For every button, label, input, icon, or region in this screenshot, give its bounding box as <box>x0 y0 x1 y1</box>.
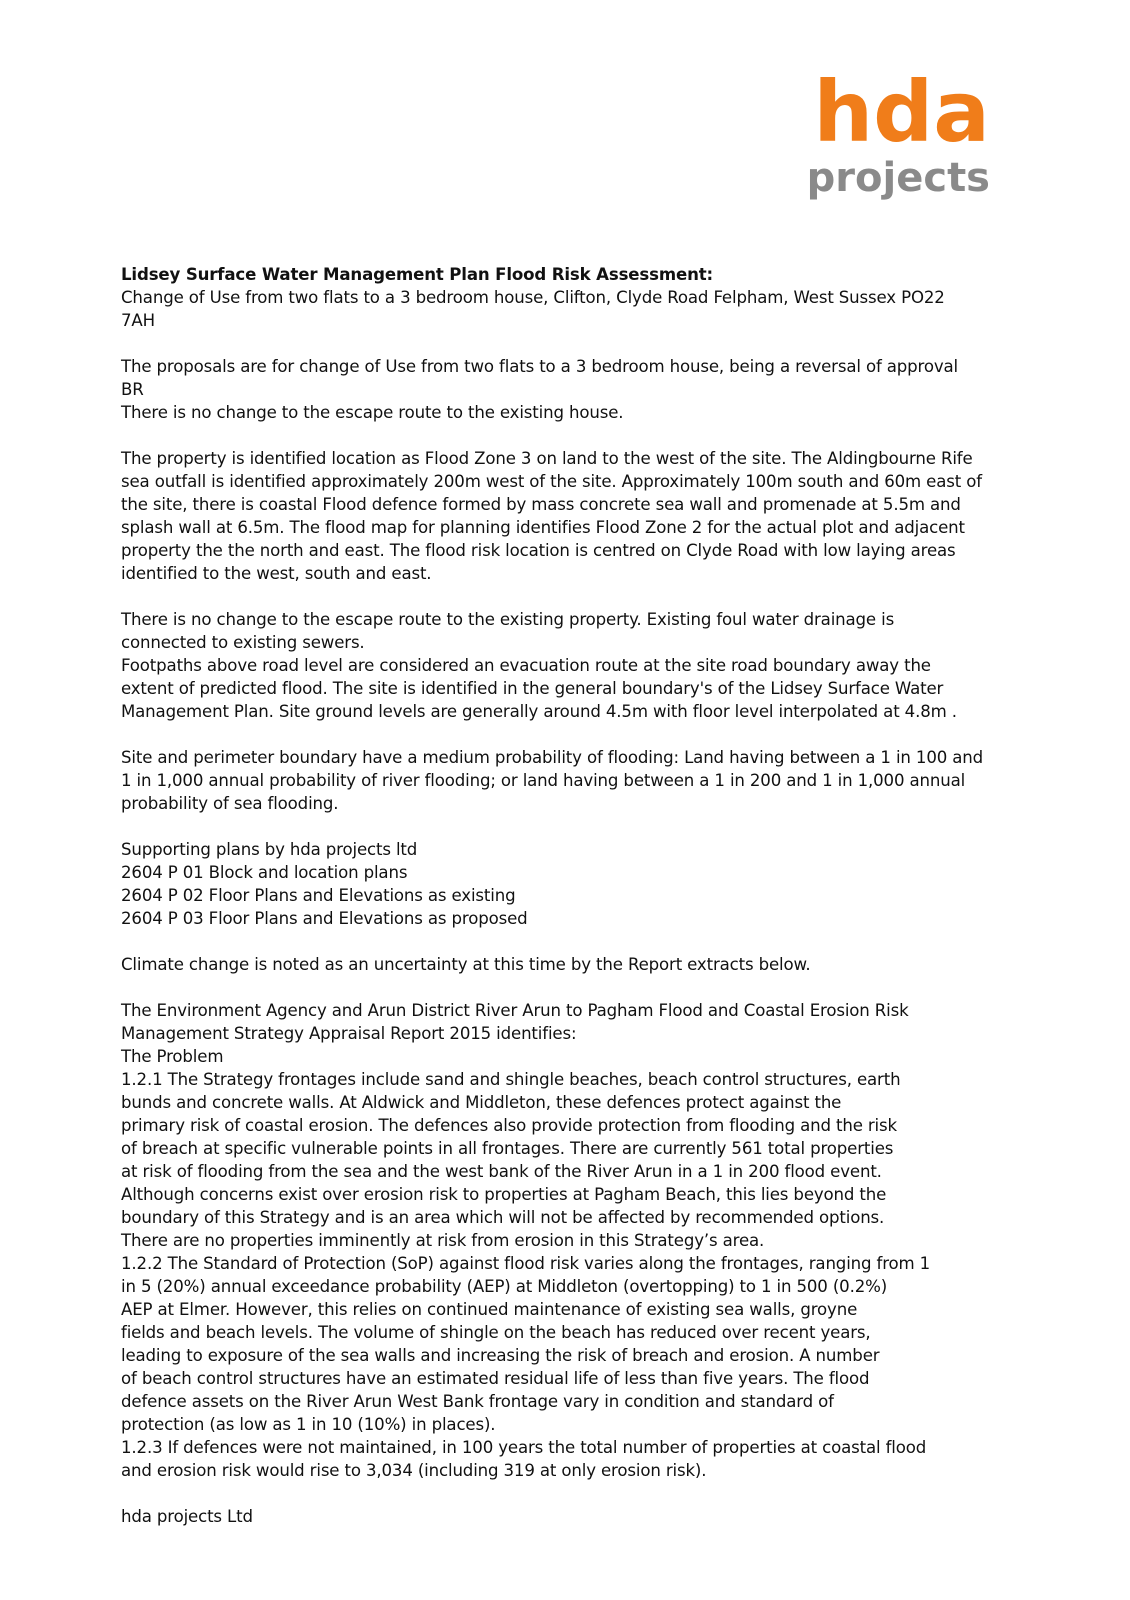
text-line: The proposals are for change of Use from two flats to a 3 bedroom house, being a reversal of approval <box>121 357 959 376</box>
text-line: 2604 P 02 Floor Plans and Elevations as existing <box>121 886 516 905</box>
text-line: There are no properties imminently at risk from erosion in this Strategy’s area. <box>121 1231 765 1250</box>
body-text <box>121 286 1021 1528</box>
text-line: primary risk of coastal erosion. The defences also provide protection from flooding and the risk <box>121 1116 897 1135</box>
text-line: Change of Use from two flats to a 3 bedroom house, Clifton, Clyde Road Felpham, West Sussex PO22 <box>121 288 945 307</box>
document-body <box>121 263 1021 1528</box>
text-line: Although concerns exist over erosion risk to properties at Pagham Beach, this lies beyond the <box>121 1185 887 1204</box>
text-line: AEP at Elmer. However, this relies on continued maintenance of existing sea walls, groyne <box>121 1300 858 1319</box>
text-line: bunds and concrete walls. At Aldwick and Middleton, these defences protect against the <box>121 1093 842 1112</box>
logo-projects: projects <box>806 155 990 201</box>
paragraph-gap <box>121 1482 1021 1505</box>
text-line: hda projects Ltd <box>121 1507 253 1526</box>
company-logo <box>790 63 990 201</box>
text-line: identified to the west, south and east. <box>121 564 432 583</box>
text-line: 7AH <box>121 311 155 330</box>
text-line: sea outfall is identified approximately 200m west of the site. Approximately 100m south and 60m east of <box>121 472 982 491</box>
text-line: The Problem <box>121 1047 224 1066</box>
text-line: in 5 (20%) annual exceedance probability (AEP) at Middleton (overtopping) to 1 in 500 (0.2%) <box>121 1277 888 1296</box>
paragraph-gap <box>121 332 1021 355</box>
text-line: BR <box>121 380 144 399</box>
text-line: 2604 P 03 Floor Plans and Elevations as proposed <box>121 909 528 928</box>
text-line: Management Plan. Site ground levels are generally around 4.5m with floor level interpolated at 4.8m . <box>121 702 957 721</box>
text-line: property the the north and east. The flood risk location is centred on Clyde Road with low laying areas <box>121 541 956 560</box>
text-line: Supporting plans by hda projects ltd <box>121 840 418 859</box>
text-line: Footpaths above road level are considered an evacuation route at the site road boundary away the <box>121 656 931 675</box>
document-title: Lidsey Surface Water Management Plan Flood Risk Assessment: <box>121 265 714 284</box>
text-line: fields and beach levels. The volume of shingle on the beach has reduced over recent years, <box>121 1323 871 1342</box>
text-line: probability of sea flooding. <box>121 794 339 813</box>
text-line: 1 in 1,000 annual probability of river flooding; or land having between a 1 in 200 and 1 in 1,000 annual <box>121 771 966 790</box>
logo-hda: hda <box>813 63 990 161</box>
paragraph-gap <box>121 424 1021 447</box>
text-line: defence assets on the River Arun West Bank frontage vary in condition and standard of <box>121 1392 834 1411</box>
text-line: There is no change to the escape route to the existing house. <box>121 403 624 422</box>
text-line: 2604 P 01 Block and location plans <box>121 863 408 882</box>
text-line: splash wall at 6.5m. The flood map for planning identifies Flood Zone 2 for the actual plot and adjacent <box>121 518 965 537</box>
paragraph-gap <box>121 585 1021 608</box>
paragraph-gap <box>121 930 1021 953</box>
text-line: the site, there is coastal Flood defence formed by mass concrete sea wall and promenade at 5.5m and <box>121 495 961 514</box>
text-line: of beach control structures have an estimated residual life of less than five years. The flood <box>121 1369 870 1388</box>
text-line: Site and perimeter boundary have a medium probability of flooding: Land having between a 1 in 100 and <box>121 748 984 767</box>
text-line: of breach at specific vulnerable points in all frontages. There are currently 561 total properties <box>121 1139 894 1158</box>
text-line: protection (as low as 1 in 10 (10%) in places). <box>121 1415 496 1434</box>
text-line: 1.2.1 The Strategy frontages include sand and shingle beaches, beach control structures, earth <box>121 1070 901 1089</box>
text-line: 1.2.3 If defences were not maintained, in 100 years the total number of properties at coastal flood <box>121 1438 927 1457</box>
text-line: at risk of flooding from the sea and the west bank of the River Arun in a 1 in 200 flood event. <box>121 1162 882 1181</box>
paragraph-gap <box>121 976 1021 999</box>
text-line: leading to exposure of the sea walls and increasing the risk of breach and erosion. A number <box>121 1346 880 1365</box>
text-line: and erosion risk would rise to 3,034 (including 319 at only erosion risk). <box>121 1461 707 1480</box>
text-line: The Environment Agency and Arun District River Arun to Pagham Flood and Coastal Erosion Risk <box>121 1001 909 1020</box>
paragraph-gap <box>121 815 1021 838</box>
text-line: connected to existing sewers. <box>121 633 365 652</box>
text-line: Climate change is noted as an uncertainty at this time by the Report extracts below. <box>121 955 811 974</box>
text-line: The property is identified location as Flood Zone 3 on land to the west of the site. The Aldingbourne Rife <box>121 449 973 468</box>
text-line: There is no change to the escape route to the existing property. Existing foul water drainage is <box>121 610 895 629</box>
text-line: 1.2.2 The Standard of Protection (SoP) against flood risk varies along the frontages, ranging from 1 <box>121 1254 931 1273</box>
paragraph-gap <box>121 723 1021 746</box>
text-line: boundary of this Strategy and is an area which will not be affected by recommended options. <box>121 1208 885 1227</box>
text-line: extent of predicted flood. The site is identified in the general boundary's of the Lidsey Surface Water <box>121 679 944 698</box>
text-line: Management Strategy Appraisal Report 2015 identifies: <box>121 1024 577 1043</box>
